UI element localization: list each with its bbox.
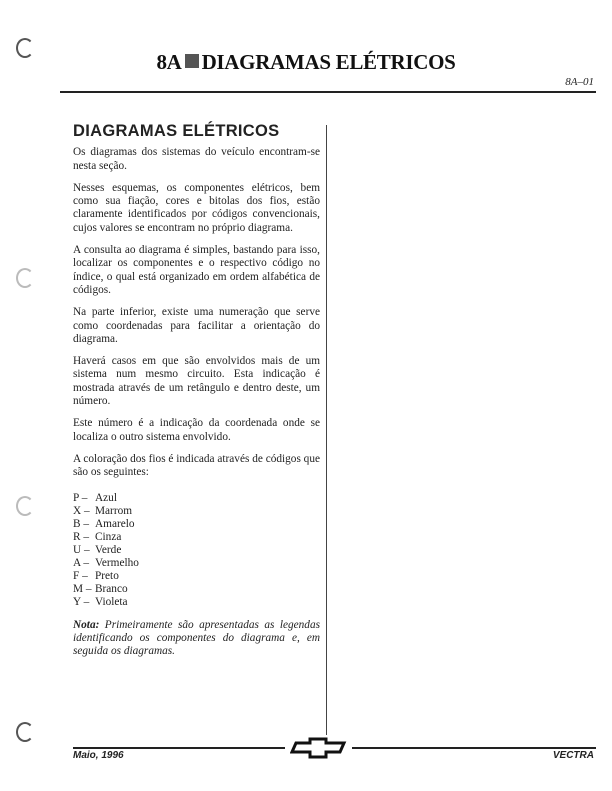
paragraph: Este número é a indicação da coordenada onde se localiza o outro sistema envolvido. [73, 417, 320, 443]
list-item: U – Verde [73, 543, 122, 556]
footer-model: VECTRA [552, 750, 594, 761]
header-rule [60, 91, 596, 93]
footer-rule-right [352, 747, 596, 749]
list-item: M – Branco [73, 582, 128, 595]
list-item: A – Vermelho [73, 556, 139, 569]
punch-hole-icon [16, 268, 34, 288]
list-item: X – Marrom [73, 504, 133, 517]
paragraph: Haverá casos em que são envolvidos mais de um sistema num mesmo circuito. Esta indicação é mostrada através de um retângulo e dentro deste, um número. [73, 355, 320, 408]
main-content [73, 122, 320, 667]
list-item: F – Preto [73, 569, 119, 582]
punch-hole-icon [16, 722, 34, 742]
paragraph: A consulta ao diagrama é simples, bastando para isso, localizar os componentes e o respectivo código no índice, o qual está organizado em ordem alfabética de códigos. [73, 244, 320, 296]
paragraph: Os diagramas dos sistemas do veículo encontram-se nesta seção. [73, 146, 320, 172]
chevrolet-bowtie-icon [290, 737, 348, 759]
paragraph: Nesses esquemas, os componentes elétricos, bem como sua fiação, cores e bitolas dos fios, estão claramente identificados por códigos convencionais, cujos valores se encontram no próprio diagrama. [73, 181, 320, 234]
column-divider [326, 125, 327, 735]
list-item: Y – Violeta [73, 595, 128, 608]
square-bullet-icon [185, 54, 199, 68]
note: Nota: Primeiramente são apresentadas as legendas identificando os componentes do diagrama e, em seguida os diagramas. [73, 618, 320, 658]
punch-hole-icon [16, 496, 34, 516]
page-title: 8A DIAGRAMAS ELÉTRICOS [156, 50, 456, 74]
list-item: B – Amarelo [73, 517, 135, 530]
paragraph: Na parte inferior, existe uma numeração que serve como coordenadas para facilitar a orientação do diagrama. [73, 306, 320, 345]
color-code-list [73, 492, 320, 609]
list-item: P – Azul [73, 491, 117, 504]
page-number: 8A–01 [565, 76, 594, 88]
paragraph: A coloração dos fios é indicada através de códigos que são os seguintes: [73, 452, 320, 479]
list-item: R – Cinza [73, 530, 122, 543]
footer-rule-left [73, 747, 285, 749]
footer-date: Maio, 1996 [73, 750, 124, 761]
section-heading: DIAGRAMAS ELÉTRICOS [73, 122, 280, 140]
